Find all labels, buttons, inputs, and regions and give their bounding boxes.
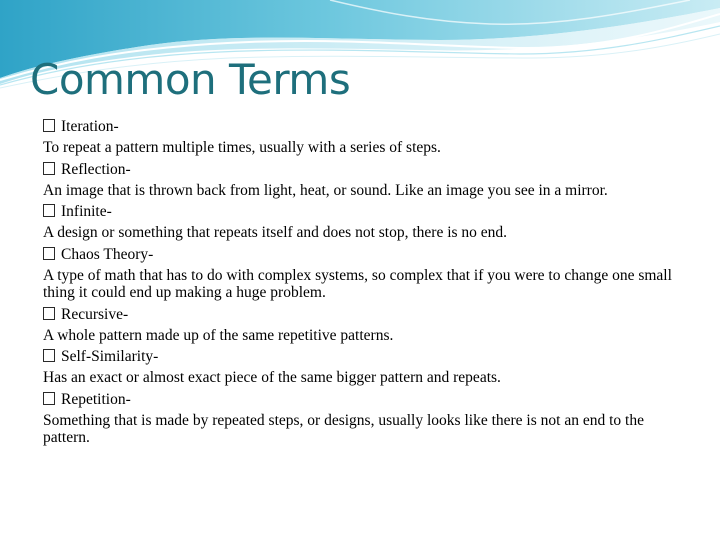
- term-item-reflection: [43, 159, 679, 200]
- slide-title: Common Terms: [30, 55, 351, 104]
- term-item-recursive: [43, 304, 679, 345]
- term-label: Infinite-: [61, 203, 112, 220]
- terms-list: [43, 116, 679, 449]
- term-label: Reflection-: [61, 160, 131, 178]
- term-label: Chaos Theory-: [61, 245, 154, 263]
- term-label: Recursive-: [61, 305, 129, 323]
- square-outline-icon: [43, 119, 55, 132]
- term-definition: Has an exact or almost exact piece of the same bigger pattern and repeats.: [43, 369, 501, 386]
- term-definition: To repeat a pattern multiple times, usually with a series of steps.: [43, 139, 441, 156]
- square-outline-icon: [43, 204, 55, 217]
- term-item-repetition: [43, 389, 679, 447]
- square-outline-icon: [43, 247, 55, 260]
- term-item-iteration: [43, 116, 679, 157]
- square-outline-icon: [43, 307, 55, 320]
- term-label: Iteration-: [61, 118, 119, 135]
- term-item-infinite: [43, 201, 679, 242]
- term-label: Self-Similarity-: [61, 348, 159, 365]
- square-outline-icon: [43, 162, 55, 175]
- square-outline-icon: [43, 392, 55, 405]
- term-label: Repetition-: [61, 390, 131, 408]
- term-definition: An image that is thrown back from light, heat, or sound. Like an image you see in a mirror.: [43, 181, 608, 199]
- term-item-chaos-theory: [43, 244, 679, 302]
- term-definition: A design or something that repeats itself and does not stop, there is no end.: [43, 224, 508, 241]
- term-definition: A type of math that has to do with complex systems, so complex that if you were to change one small thing it could end up making a huge problem.: [43, 266, 672, 301]
- term-item-self-similarity: [43, 346, 679, 387]
- square-outline-icon: [43, 349, 55, 362]
- term-definition: A whole pattern made up of the same repetitive patterns.: [43, 326, 394, 344]
- term-definition: Something that is made by repeated steps, or designs, usually looks like there is not an end to the pattern.: [43, 411, 644, 446]
